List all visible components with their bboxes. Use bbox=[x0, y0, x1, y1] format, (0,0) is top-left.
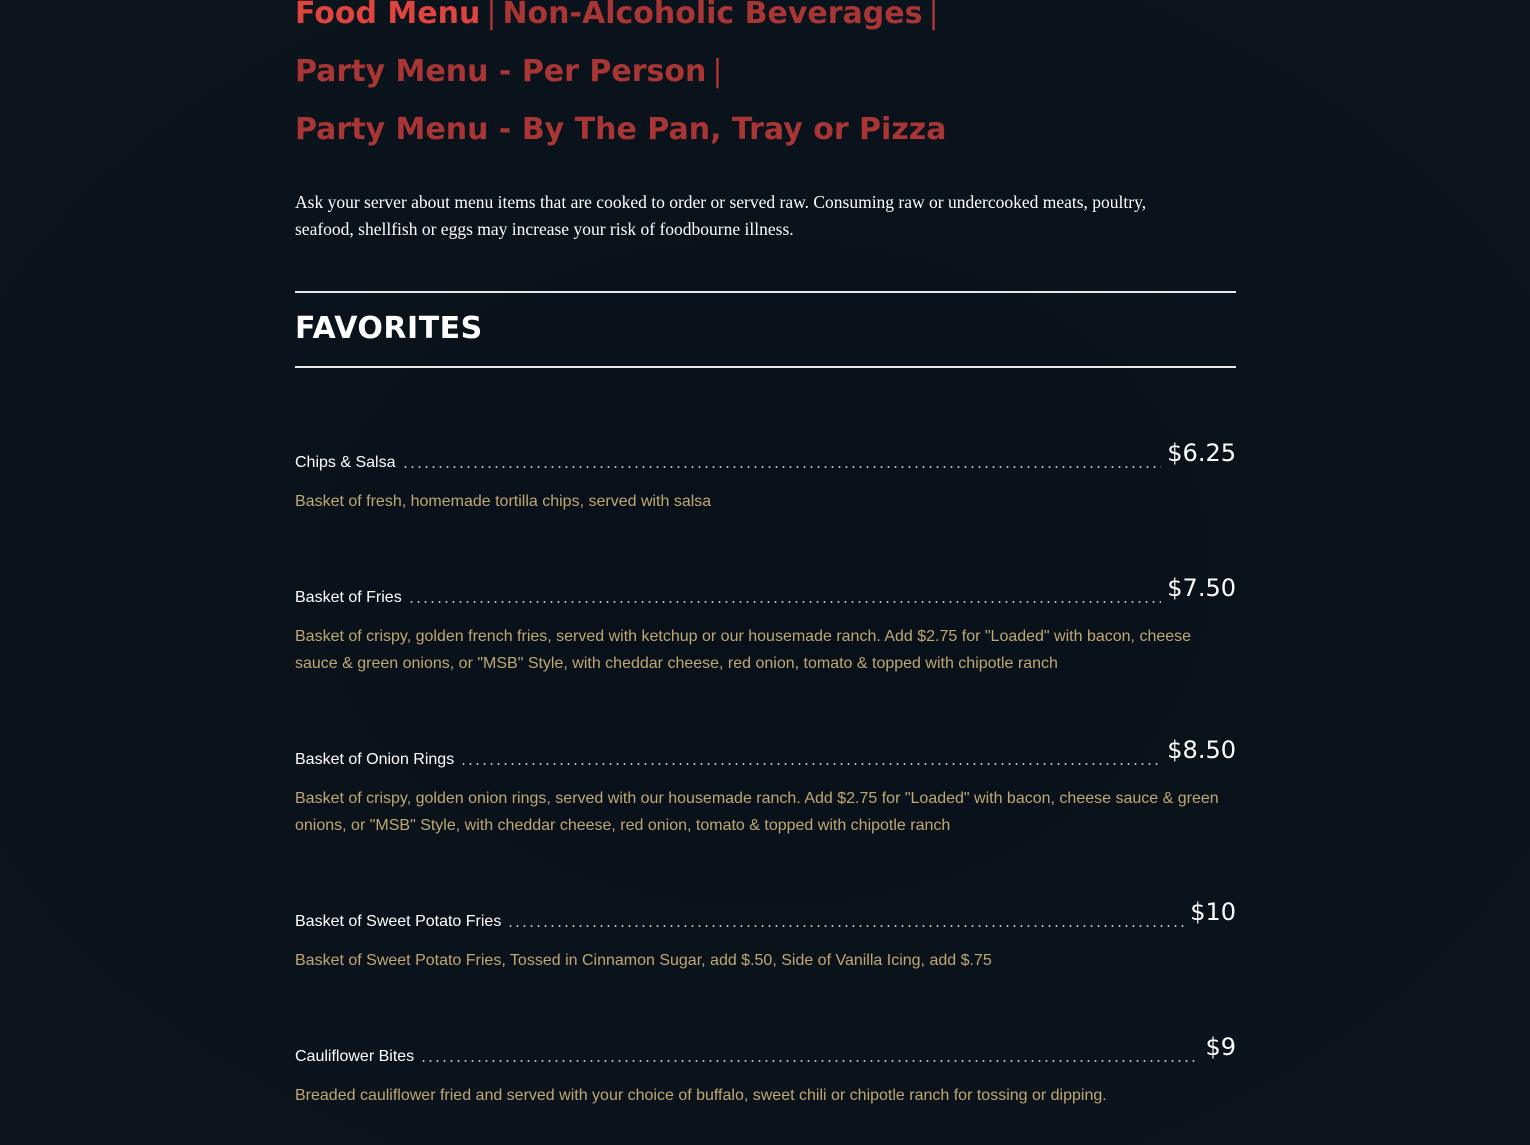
menu-item-name: Chips & Salsa bbox=[295, 454, 396, 471]
nav-separator: | bbox=[928, 0, 939, 31]
menu-item-description: Breaded cauliflower fried and served with your choice of buffalo, sweet chili or chipotle ranch for tossing or dipping. bbox=[295, 1087, 1107, 1104]
dot-leader bbox=[507, 925, 1184, 927]
dot-leader bbox=[402, 466, 1162, 468]
menu-item-row bbox=[295, 575, 1236, 609]
menu-item-price: $6.25 bbox=[1167, 439, 1236, 467]
menu-nav-row-3 bbox=[295, 112, 947, 148]
menu-item-row bbox=[295, 737, 1236, 771]
menu-item-row bbox=[295, 899, 1236, 933]
menu-item-price: $9 bbox=[1205, 1033, 1236, 1061]
nav-link-food-menu[interactable]: Food Menu bbox=[295, 0, 481, 31]
section-title: FAVORITES bbox=[295, 311, 483, 346]
dot-leader bbox=[408, 601, 1162, 603]
menu-item-description: Basket of fresh, homemade tortilla chips, served with salsa bbox=[295, 493, 712, 510]
nav-separator: | bbox=[712, 54, 723, 89]
menu-item-price: $7.50 bbox=[1167, 574, 1236, 602]
nav-link-non-alcoholic-beverages[interactable]: Non-Alcoholic Beverages bbox=[502, 0, 923, 31]
menu-item-name: Basket of Fries bbox=[295, 589, 402, 606]
menu-nav-row-1 bbox=[295, 0, 945, 32]
menu-item-description: Basket of crispy, golden onion rings, served with our housemade ranch. Add $2.75 for "Loaded" with bacon, cheese sauce & green onions, or "MSB" Style, with cheddar cheese, red onion, tomato & topped with chipotle ranch bbox=[295, 790, 1219, 834]
menu-item-description: Basket of Sweet Potato Fries, Tossed in Cinnamon Sugar, add $.50, Side of Vanilla Icing, add $.75 bbox=[295, 952, 992, 969]
menu-item bbox=[295, 737, 1236, 839]
menu-nav-row-2 bbox=[295, 54, 728, 90]
menu-item bbox=[295, 575, 1236, 677]
menu-item-price: $8.50 bbox=[1167, 736, 1236, 764]
nav-separator: | bbox=[486, 0, 497, 31]
menu-item bbox=[295, 899, 1236, 974]
menu-item-row bbox=[295, 1034, 1236, 1068]
menu-item-description: Basket of crispy, golden french fries, served with ketchup or our housemade ranch. Add $2.75 for "Loaded" with bacon, cheese sauce & green onions, or "MSB" Style, with cheddar cheese, red onion, tomato & topped with chipotle ranch bbox=[295, 628, 1192, 672]
menu-item bbox=[295, 440, 1236, 515]
dot-leader bbox=[460, 763, 1161, 765]
dot-leader bbox=[420, 1060, 1199, 1062]
menu-item-price: $10 bbox=[1190, 898, 1236, 926]
menu-item-row bbox=[295, 440, 1236, 474]
menu-item-name: Cauliflower Bites bbox=[295, 1048, 415, 1065]
section-header bbox=[295, 291, 1236, 368]
nav-link-party-menu-per-person[interactable]: Party Menu - Per Person bbox=[295, 54, 707, 89]
menu-item bbox=[295, 1034, 1236, 1109]
nav-link-party-menu-by-pan[interactable]: Party Menu - By The Pan, Tray or Pizza bbox=[295, 112, 947, 147]
menu-item-name: Basket of Sweet Potato Fries bbox=[295, 913, 502, 930]
menu-item-name: Basket of Onion Rings bbox=[295, 751, 455, 768]
food-safety-disclaimer: Ask your server about menu items that are cooked to order or served raw. Consuming raw or undercooked meats, poultry, seafood, shellfish or eggs may increase your risk of foodbourne illness. bbox=[295, 191, 1147, 239]
